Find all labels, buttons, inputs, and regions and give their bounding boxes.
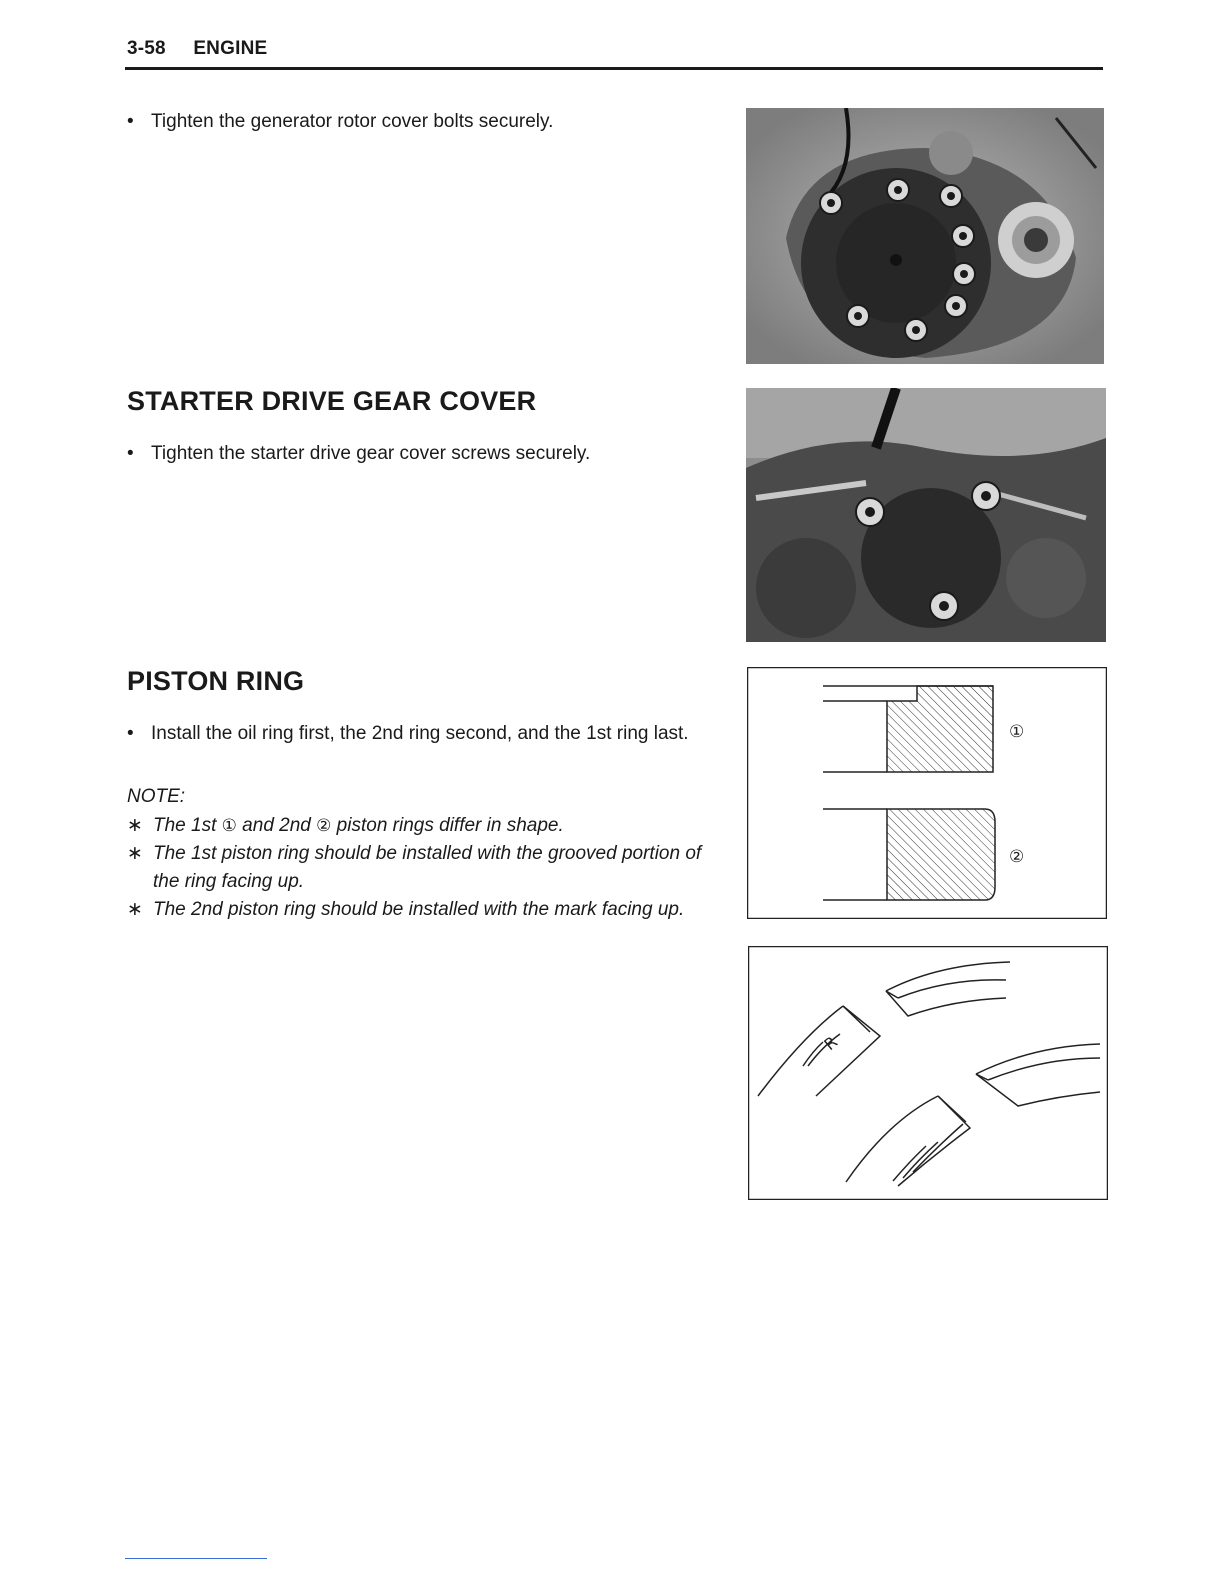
note-item-1 bbox=[127, 812, 719, 840]
note-1-part-a: The 1st bbox=[153, 815, 222, 836]
generator-cover-photo bbox=[746, 108, 1104, 364]
piston-bullet-text: Install the oil ring first, the 2nd ring second, and the 1st ring last. bbox=[151, 723, 689, 744]
bullet-marker: • bbox=[127, 443, 134, 464]
starter-bullet-text: Tighten the starter drive gear cover screws securely. bbox=[151, 443, 591, 464]
piston-heading: PISTON RING bbox=[127, 666, 305, 696]
note-marker: ∗ bbox=[127, 899, 143, 920]
starter-cover-photo bbox=[746, 388, 1106, 642]
note-marker: ∗ bbox=[127, 815, 143, 836]
generator-bullet-text: Tighten the generator rotor cover bolts securely. bbox=[151, 111, 554, 132]
note-item-3 bbox=[127, 896, 719, 924]
note-marker: ∗ bbox=[127, 843, 143, 864]
header-rule bbox=[125, 67, 1103, 70]
footer-line bbox=[125, 1558, 267, 1559]
ring-mark-drawing bbox=[748, 946, 1108, 1200]
piston-bullet bbox=[127, 720, 717, 747]
page-header bbox=[127, 38, 267, 60]
starter-heading: STARTER DRIVE GEAR COVER bbox=[127, 386, 537, 416]
bullet-marker: • bbox=[127, 111, 134, 132]
note-label: NOTE: bbox=[127, 786, 186, 807]
ring-mark-letter: R bbox=[820, 1032, 842, 1055]
circled-2: ② bbox=[316, 816, 332, 835]
note-item-2 bbox=[127, 840, 719, 896]
note-text-2: The 1st piston ring should be installed with the grooved portion of the ring facing up. bbox=[153, 843, 702, 892]
ring-label-2: ② bbox=[1009, 847, 1025, 867]
starter-cover-photo-drawing bbox=[746, 388, 1106, 642]
ring-profile-drawing bbox=[747, 667, 1107, 919]
ring-mark-diagram bbox=[748, 946, 1108, 1200]
generator-cover-photo-drawing bbox=[746, 108, 1104, 364]
circled-1: ① bbox=[221, 816, 237, 835]
note-text-1 bbox=[153, 812, 719, 840]
starter-bullet bbox=[127, 440, 717, 467]
page-number: 3-58 bbox=[127, 38, 166, 59]
bullet-marker: • bbox=[127, 723, 134, 744]
note-text-3: The 2nd piston ring should be installed with the mark facing up. bbox=[153, 899, 685, 920]
ring-profile-diagram bbox=[747, 667, 1107, 919]
note-1-part-b: and 2nd bbox=[236, 815, 317, 836]
section-title: ENGINE bbox=[193, 38, 268, 59]
note-1-part-c: piston rings differ in shape. bbox=[331, 815, 564, 836]
generator-bullet bbox=[127, 108, 717, 135]
ring-label-1: ① bbox=[1009, 722, 1025, 742]
